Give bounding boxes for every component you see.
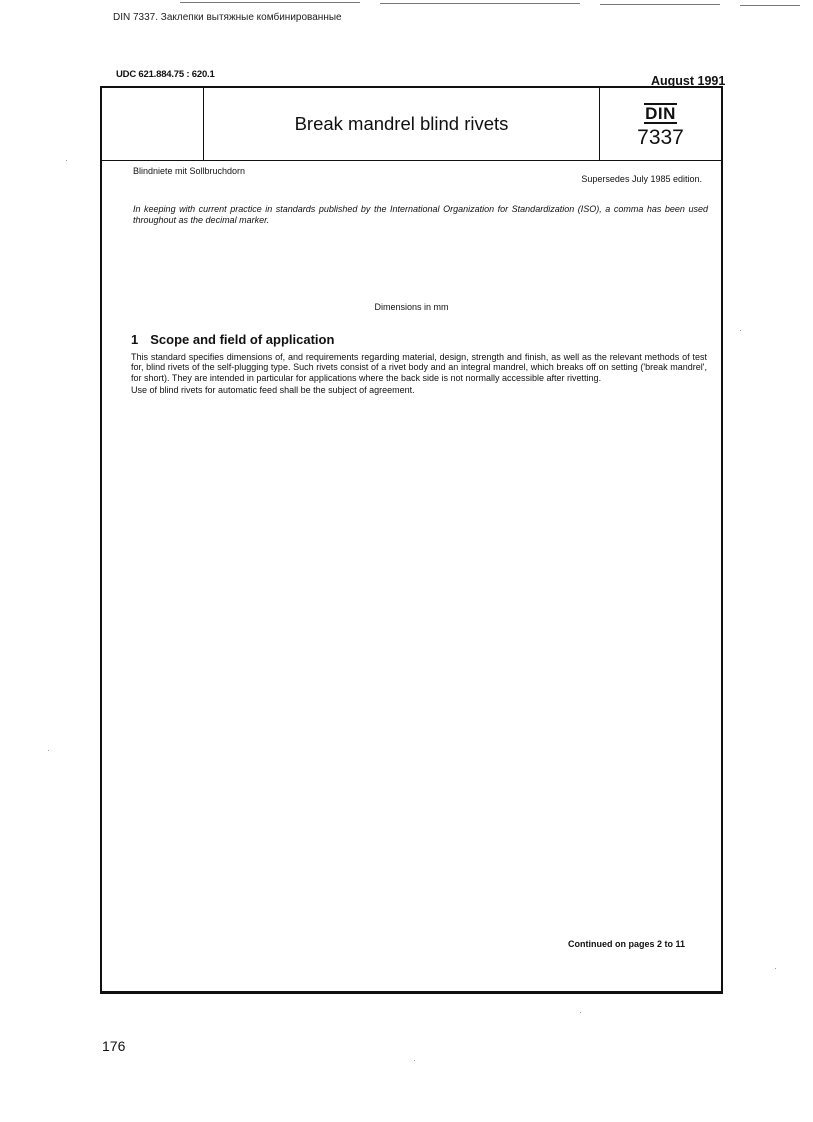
scan-speck	[66, 160, 67, 161]
scan-speck	[775, 968, 776, 969]
section-number: 1	[131, 332, 139, 347]
scan-speck	[414, 1060, 415, 1061]
document-title: Break mandrel blind rivets	[294, 113, 509, 134]
section-body	[131, 352, 707, 398]
dimensions-note: Dimensions in mm	[374, 302, 449, 312]
publication-date: August 1991	[651, 74, 726, 88]
continued-note: Continued on pages 2 to 11	[568, 939, 686, 949]
document-frame	[100, 86, 723, 994]
din-logo: DIN	[645, 104, 676, 123]
iso-decimal-note: In keeping with current practice in standards published by the International Organization for Standardization (ISO), a comma has been used throughout as the decimal marker.	[133, 204, 708, 225]
din-number: 7337	[637, 126, 684, 149]
scan-speck	[580, 1012, 581, 1013]
paragraph: This standard specifies dimensions of, and requirements regarding material, design, strength and finish, as well as the relevant methods of test for, blind rivets of the self-plugging type. Such rivets consist of a rivet body and an integral mandrel, which breaks off on setting ('break mandrel', for short). They are intended in particular for applications where the back side is not normally accessible after rivetting.	[131, 352, 707, 383]
din-cell	[599, 88, 721, 160]
section-heading	[131, 332, 334, 347]
title-block-empty-cell	[102, 88, 204, 160]
supersedes-note: Supersedes July 1985 edition.	[581, 174, 702, 184]
udc-code: UDC 621.884.75 : 620.1	[116, 69, 215, 80]
title-block	[102, 88, 721, 161]
scan-speck	[48, 750, 49, 751]
german-title: Blindniete mit Sollbruchdorn	[133, 166, 246, 176]
running-header: DIN 7337. Заклепки вытяжные комбинированные	[113, 12, 342, 23]
section-title: Scope and field of application	[150, 332, 335, 347]
paragraph: Use of blind rivets for automatic feed shall be the subject of agreement.	[131, 385, 415, 396]
page-number: 176	[102, 1038, 126, 1054]
scan-artifact-line	[180, 0, 810, 6]
scan-speck	[740, 330, 741, 331]
